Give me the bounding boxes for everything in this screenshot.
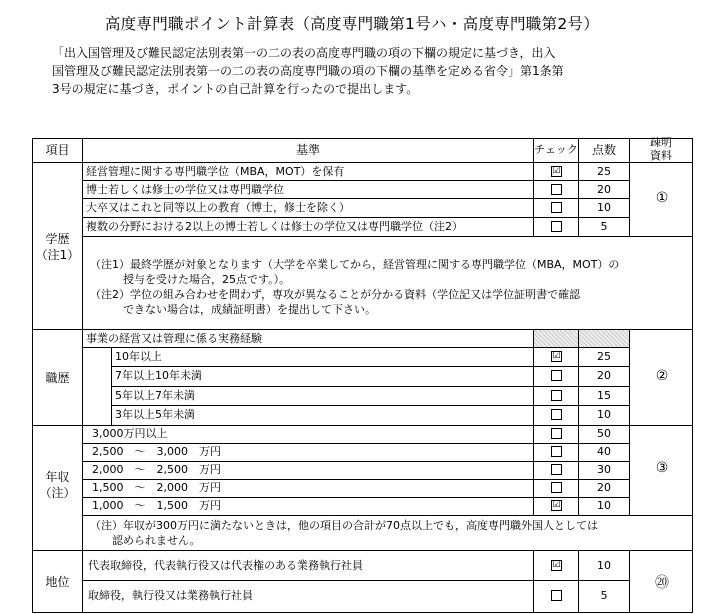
points-value: 25 bbox=[597, 350, 611, 363]
page-title: 高度専門職ポイント計算表（高度専門職第1号ハ・高度専門職第2号） bbox=[104, 15, 600, 33]
category-education bbox=[33, 231, 82, 263]
intro-line: 3号の規定に基づき，ポイントの自己計算を行ったので提出します。 bbox=[52, 82, 419, 96]
header-doc-line: 疎明 bbox=[650, 136, 672, 149]
criteria-row: 経営管理に関する専門職学位（MBA，MOT）を保有 bbox=[86, 165, 345, 178]
category-note-ref: （注） bbox=[39, 486, 76, 500]
header-item: 項目 bbox=[45, 143, 70, 157]
criteria-row: 1,000 ～ 1,500 万円 bbox=[92, 499, 221, 512]
category-income bbox=[33, 469, 82, 501]
category-career: 職歴 bbox=[45, 371, 70, 385]
income-notes bbox=[90, 518, 598, 548]
checkbox[interactable] bbox=[551, 390, 562, 401]
points-value: 10 bbox=[597, 201, 611, 214]
note-line: 認められません。 bbox=[90, 534, 201, 547]
shaded-cell bbox=[534, 330, 578, 347]
intro-line: 「出入国管理及び難民認定法別表第一の二の表の高度専門職の項の下欄の規定に基づき，出入 bbox=[52, 46, 556, 60]
checkbox[interactable] bbox=[551, 221, 562, 232]
criteria-row: 3,000万円以上 bbox=[92, 427, 168, 440]
note-line: 授与を受けた場合，25点です。）。 bbox=[90, 273, 291, 286]
points-value: 10 bbox=[597, 559, 611, 572]
criteria-row: 2,500 ～ 3,000 万円 bbox=[92, 445, 221, 458]
checkbox[interactable] bbox=[551, 184, 562, 195]
header-criteria: 基準 bbox=[295, 143, 320, 157]
shaded-cell bbox=[579, 330, 629, 347]
criteria-row: 10年以上 bbox=[115, 350, 162, 363]
header-check: チェック bbox=[534, 143, 578, 156]
intro-line: 国管理及び難民認定法別表第一の二の表の高度専門職の項の下欄の基準を定める省令」第1条第 bbox=[52, 64, 564, 78]
doc-ref-education: ① bbox=[655, 190, 669, 206]
criteria-row: 取締役，執行役又は業務執行社員 bbox=[88, 589, 253, 602]
points-value: 20 bbox=[597, 369, 611, 382]
checkbox[interactable] bbox=[551, 590, 562, 601]
points-value: 15 bbox=[597, 389, 611, 402]
note-line: （注）年収が300万円に満たないときは，他の項目の合計が70点以上でも，高度専門職外国人としては bbox=[90, 519, 598, 532]
note-line: （注1）最終学歴が対象となります（大学を卒業してから，経営管理に関する専門職学位（MBA，MOT）の bbox=[90, 258, 620, 271]
criteria-row: 2,000 ～ 2,500 万円 bbox=[92, 463, 221, 476]
career-heading: 事業の経営又は管理に係る実務経験 bbox=[86, 332, 262, 345]
points-value: 5 bbox=[600, 589, 608, 602]
doc-ref-income: ③ bbox=[655, 460, 669, 476]
criteria-row: 1,500 ～ 2,000 万円 bbox=[92, 481, 221, 494]
checkbox[interactable] bbox=[551, 409, 562, 420]
criteria-row: 5年以上7年未満 bbox=[115, 389, 195, 402]
category-note-ref: （注1） bbox=[35, 248, 80, 262]
checkbox[interactable]: ☑ bbox=[552, 500, 561, 510]
points-value: 25 bbox=[597, 165, 611, 178]
category-position: 地位 bbox=[45, 575, 70, 589]
checkbox[interactable]: ☑ bbox=[552, 560, 561, 570]
checkbox[interactable] bbox=[551, 482, 562, 493]
points-value: 50 bbox=[597, 427, 611, 440]
header-points: 点数 bbox=[591, 143, 616, 157]
checkbox[interactable] bbox=[551, 428, 562, 439]
criteria-row: 3年以上5年未満 bbox=[115, 408, 195, 421]
education-notes bbox=[90, 257, 619, 317]
checkbox[interactable]: ☑ bbox=[552, 166, 561, 176]
criteria-row: 7年以上10年未満 bbox=[115, 369, 202, 382]
points-value: 20 bbox=[597, 481, 611, 494]
doc-ref-career: ② bbox=[655, 368, 669, 384]
note-line: できない場合は，成績証明書）を提出して下さい。 bbox=[90, 303, 376, 316]
criteria-row: 大卒又はこれと同等以上の教育（博士，修士を除く） bbox=[86, 201, 350, 214]
header-doc bbox=[630, 136, 692, 162]
points-value: 20 bbox=[597, 183, 611, 196]
category-label: 年収 bbox=[45, 470, 70, 484]
points-value: 5 bbox=[600, 220, 608, 233]
points-value: 30 bbox=[597, 463, 611, 476]
doc-ref-position: ⑳ bbox=[655, 575, 669, 591]
criteria-row: 複数の分野における2以上の博士若しくは修士の学位又は専門職学位（注2） bbox=[86, 220, 463, 233]
criteria-row: 代表取締役，代表執行役又は代表権のある業務執行社員 bbox=[88, 559, 363, 572]
checkbox[interactable]: ☑ bbox=[552, 351, 561, 361]
checkbox[interactable] bbox=[551, 370, 562, 381]
criteria-row: 博士若しくは修士の学位又は専門職学位 bbox=[86, 183, 284, 196]
checkbox[interactable] bbox=[551, 446, 562, 457]
category-label: 学歴 bbox=[45, 232, 70, 246]
header-doc-line: 資料 bbox=[650, 149, 672, 162]
points-value: 10 bbox=[597, 408, 611, 421]
points-value: 40 bbox=[597, 445, 611, 458]
checkbox[interactable] bbox=[551, 202, 562, 213]
note-line: （注2）学位の組み合わせを問わず，専攻が異なることが分かる資料（学位記又は学位証明書で確認 bbox=[90, 288, 581, 301]
points-value: 10 bbox=[597, 499, 611, 512]
checkbox[interactable] bbox=[551, 464, 562, 475]
